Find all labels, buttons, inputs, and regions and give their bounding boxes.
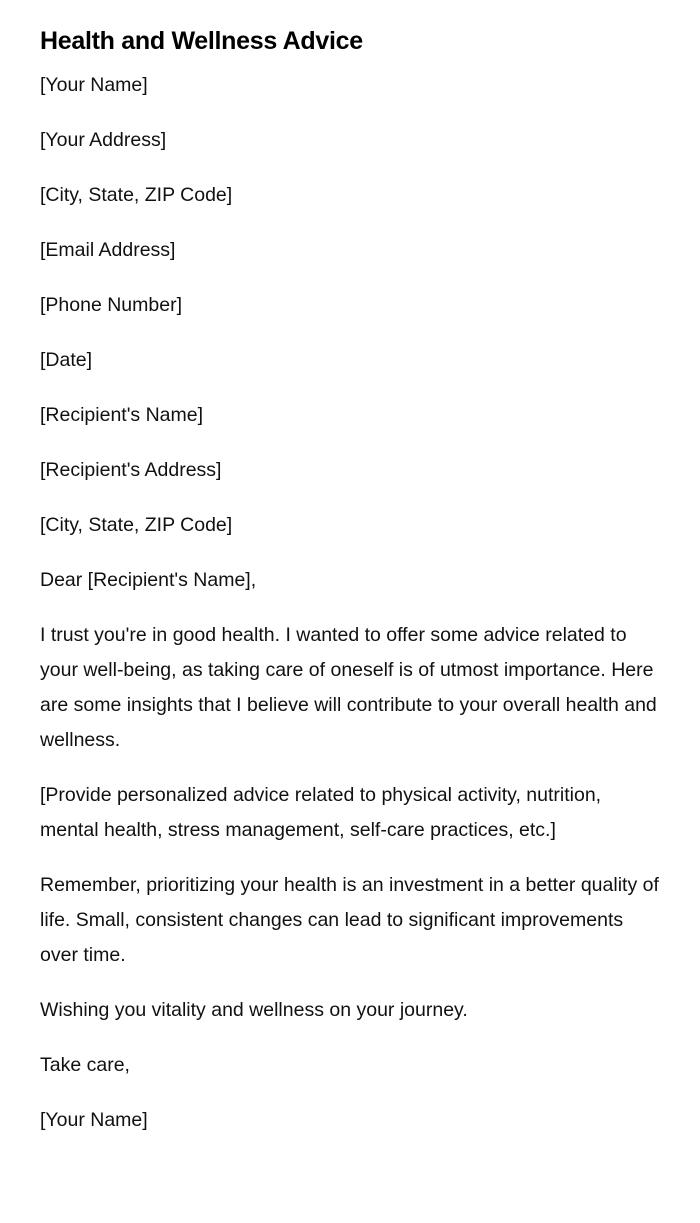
salutation: Dear [Recipient's Name], [40,569,257,591]
recipient-address: [Recipient's Address] [40,459,222,481]
sender-address: [Your Address] [40,129,167,151]
closing: Take care, [40,1054,130,1076]
body-paragraph-advice-placeholder: [Provide personalized advice related to physical activity, nutrition, mental health, stress management, self-care practices, etc.] [40,784,602,841]
sender-email: [Email Address] [40,239,176,261]
letter-date: [Date] [40,349,93,371]
body-paragraph-wishes: Wishing you vitality and wellness on your journey. [40,999,468,1021]
sender-name: [Your Name] [40,74,148,96]
recipient-name: [Recipient's Name] [40,404,204,426]
sender-city-state-zip: [City, State, ZIP Code] [40,184,233,206]
sender-phone: [Phone Number] [40,294,182,316]
signature-name: [Your Name] [40,1109,148,1131]
recipient-city-state-zip: [City, State, ZIP Code] [40,514,233,536]
body-paragraph-reminder: Remember, prioritizing your health is an investment in a better quality of life. Small, consistent changes can lead to significant improvements over time. [40,874,659,966]
document-title: Health and Wellness Advice [40,27,363,55]
body-paragraph-intro: I trust you're in good health. I wanted to offer some advice related to your well-being, as taking care of oneself is of utmost importance. Here are some insights that I believe will contribute to your overall health and wellness. [40,624,657,751]
